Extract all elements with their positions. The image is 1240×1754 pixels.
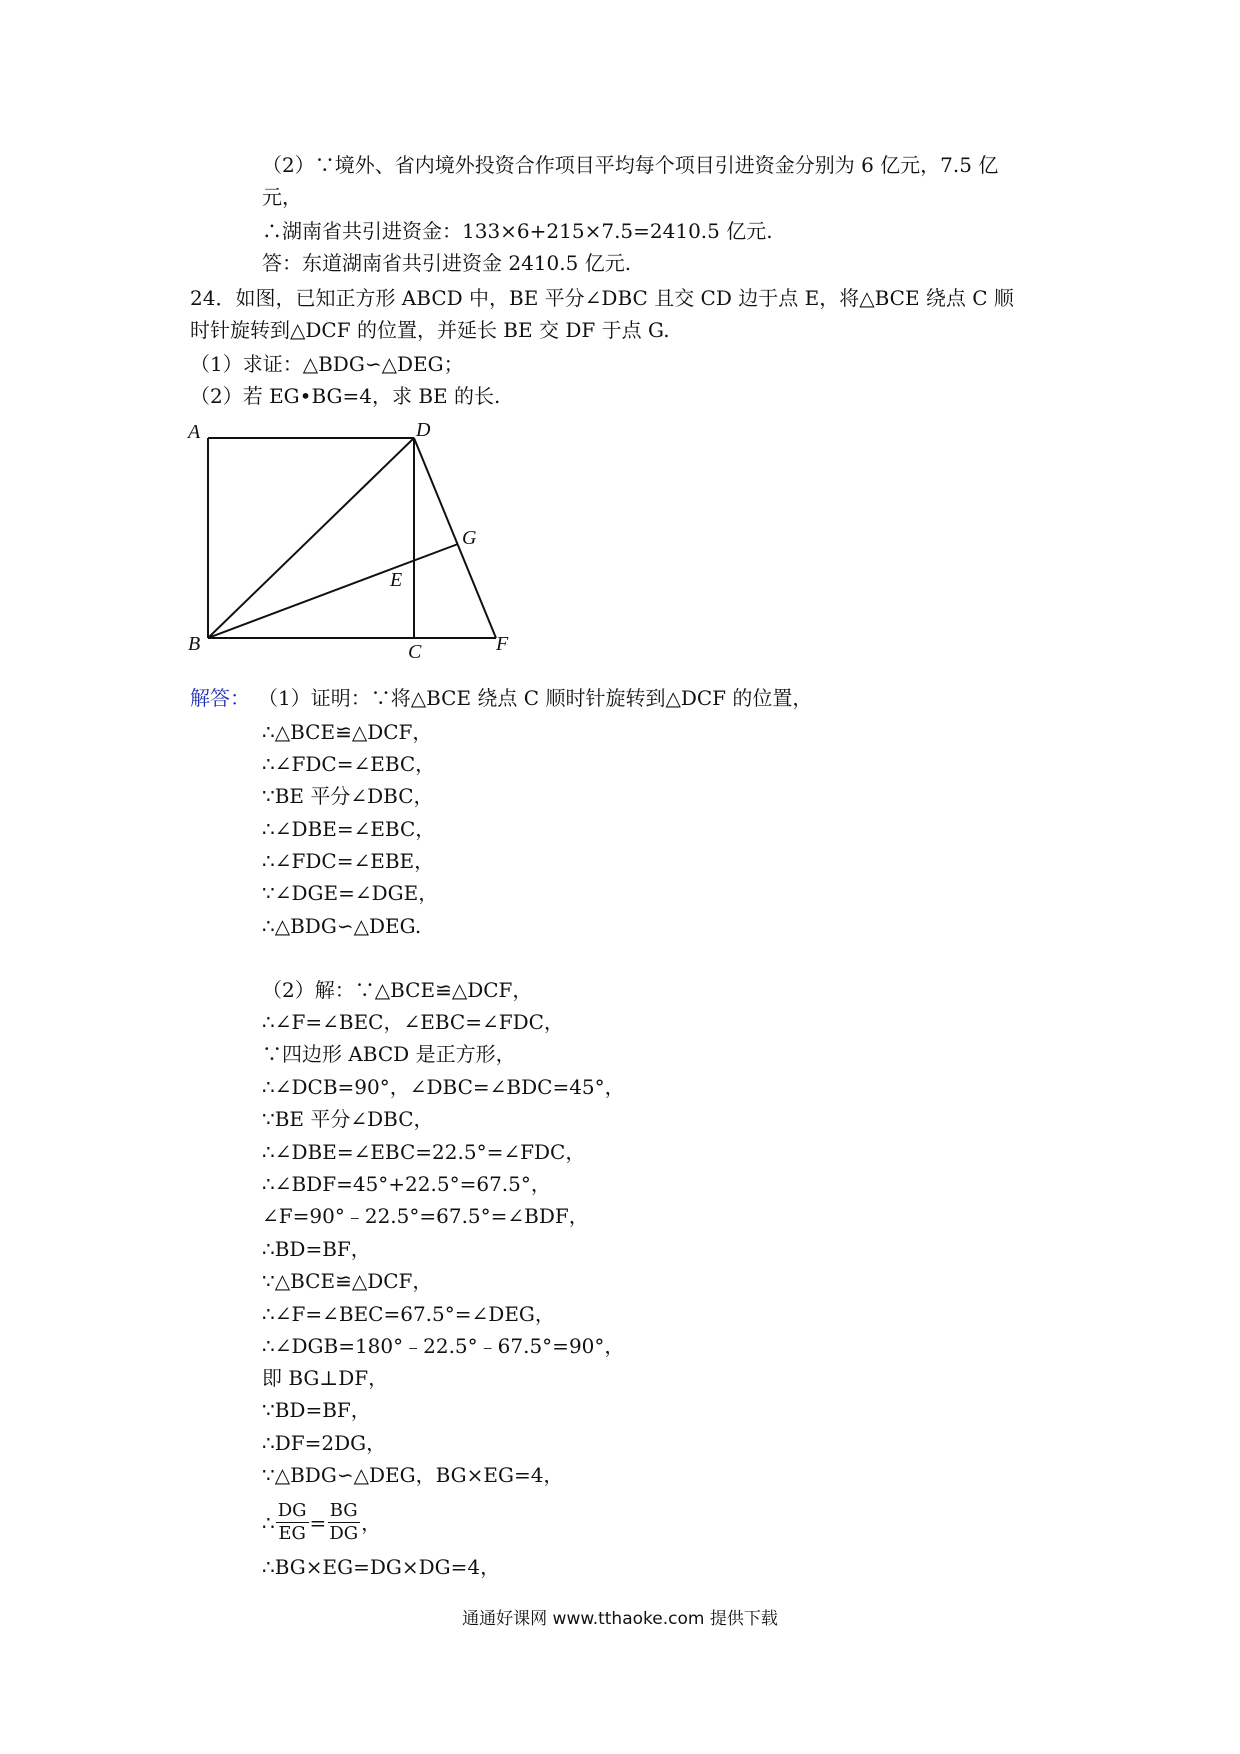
- solution-line: ∵BE 平分∠DBC，: [262, 1107, 434, 1131]
- proof-line: ∴△BCE≌△DCF，: [262, 720, 433, 744]
- solution-line: ∠F=90°﹣22.5°=67.5°=∠BDF，: [262, 1204, 589, 1228]
- fraction-numerator: DG: [277, 1500, 307, 1521]
- solution-line: ∵△BCE≌△DCF，: [262, 1269, 433, 1293]
- proof-line: ∴∠DBE=∠EBC，: [262, 817, 436, 841]
- fraction-prefix: ∴: [262, 1510, 275, 1535]
- solution-last-line: ∴BG×EG=DG×DG=4，: [262, 1555, 501, 1579]
- page-footer: 通通好课网 www.tthaoke.com 提供下载: [462, 1609, 778, 1629]
- problem-statement-line-2: 时针旋转到△DCF 的位置，并延长 BE 交 DF 于点 G.: [190, 318, 670, 342]
- solution-line: ∵BD=BF，: [262, 1398, 371, 1422]
- geometry-figure: [180, 418, 520, 658]
- proof-line: ∴∠FDC=∠EBC，: [262, 752, 436, 776]
- prev-part-line-2: 元，: [262, 185, 302, 209]
- prev-part-line-1: （2）∵境外、省内境外投资合作项目平均每个项目引进资金分别为 6 亿元，7.5 亿: [262, 153, 999, 177]
- problem-statement-line-1: 24．如图，已知正方形 ABCD 中，BE 平分∠DBC 且交 CD 边于点 E，将△BCE 绕点 C 顺: [190, 286, 1014, 310]
- answer-label-text: 解答：: [190, 686, 250, 710]
- prev-part-line-3: ∴湖南省共引进资金：133×6+215×7.5=2410.5 亿元.: [262, 219, 773, 243]
- prev-part-answer: 答：东道湖南省共引进资金 2410.5 亿元.: [262, 251, 632, 275]
- solution-line: （2）解：∵△BCE≌△DCF，: [262, 978, 533, 1002]
- label-D: D: [416, 419, 431, 441]
- solution-line: ∴∠DCB=90°，∠DBC=∠BDC=45°，: [262, 1075, 625, 1099]
- solution-line: ∴BD=BF，: [262, 1237, 371, 1261]
- fraction-denominator: EG: [278, 1523, 306, 1544]
- answer-part1-first: （1）证明：∵将△BCE 绕点 C 顺时针旋转到△DCF 的位置，: [258, 686, 813, 710]
- fraction-dg-over-eg: [276, 1500, 309, 1545]
- solution-line: ∴∠F=∠BEC=67.5°=∠DEG，: [262, 1302, 555, 1326]
- label-B: B: [188, 633, 201, 655]
- fraction-suffix: ，: [361, 1510, 382, 1535]
- solution-line: ∴∠DBE=∠EBC=22.5°=∠FDC，: [262, 1140, 586, 1164]
- fraction-denominator: DG: [329, 1523, 359, 1544]
- solution-line: ∵四边形 ABCD 是正方形，: [262, 1042, 516, 1066]
- fraction-bg-over-dg: [327, 1500, 360, 1545]
- proof-line: ∵BE 平分∠DBC，: [262, 784, 434, 808]
- label-A: A: [188, 421, 201, 443]
- proof-line: ∴△BDG∽△DEG.: [262, 914, 422, 938]
- solution-line: ∴DF=2DG，: [262, 1431, 387, 1455]
- solution-line: ∴∠BDF=45°+22.5°=67.5°，: [262, 1172, 551, 1196]
- segment-DF: [414, 438, 496, 638]
- label-G: G: [462, 527, 477, 549]
- label-C: C: [408, 641, 422, 658]
- fraction-equals: =: [309, 1510, 327, 1535]
- solution-line: ∵△BDG∽△DEG，BG×EG=4，: [262, 1463, 564, 1487]
- segment-BG: [208, 544, 458, 638]
- answer-label: [190, 685, 250, 711]
- question-2: （2）若 EG•BG=4，求 BE 的长.: [190, 384, 501, 408]
- solution-line: ∴∠F=∠BEC，∠EBC=∠FDC，: [262, 1010, 564, 1034]
- label-E: E: [390, 569, 403, 591]
- proof-line: ∵∠DGE=∠DGE，: [262, 881, 439, 905]
- solution-line: 即 BG⊥DF，: [262, 1366, 389, 1390]
- question-1: （1）求证：△BDG∽△DEG；: [190, 352, 464, 376]
- fraction-line: [262, 1500, 381, 1545]
- segment-BD: [208, 438, 414, 638]
- proof-line: ∴∠FDC=∠EBE，: [262, 849, 435, 873]
- solution-line: ∴∠DGB=180°﹣22.5°﹣67.5°=90°，: [262, 1334, 625, 1358]
- label-F: F: [496, 633, 509, 655]
- fraction-numerator: BG: [329, 1500, 358, 1521]
